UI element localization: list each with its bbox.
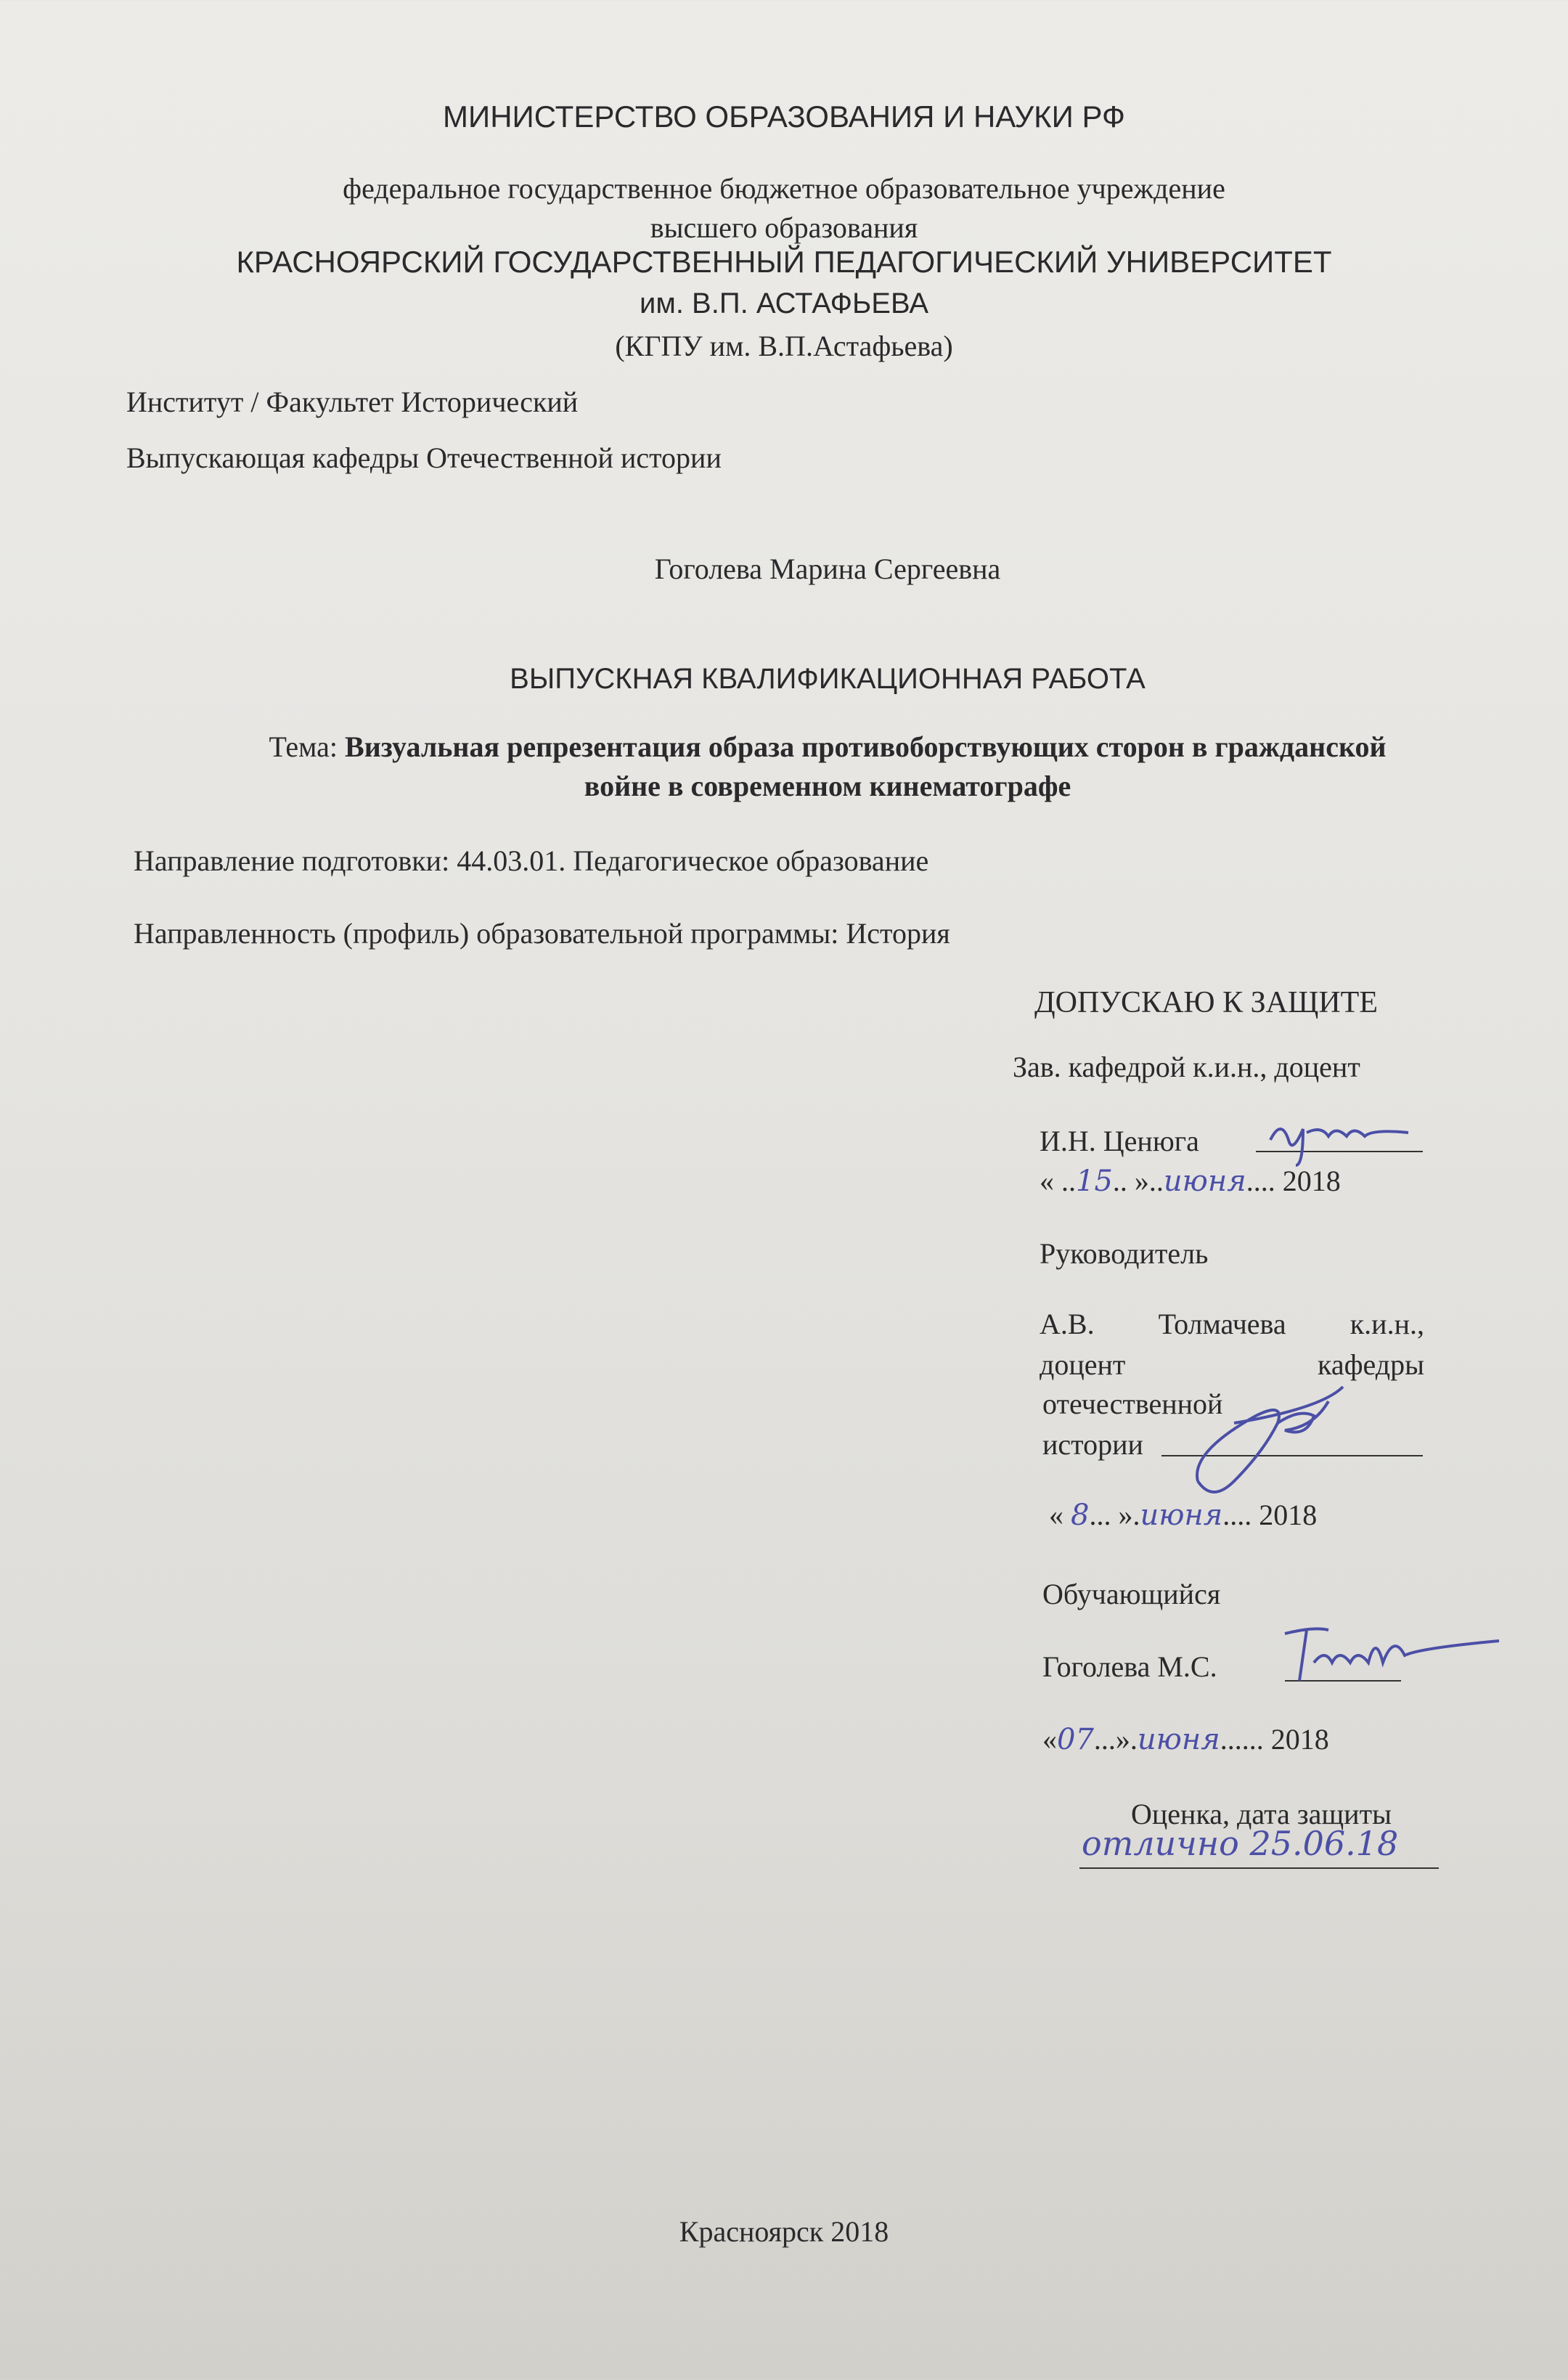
faculty-line: Институт / Факультет Исторический [126, 386, 579, 418]
supervisor-l3: отечественной [1042, 1387, 1223, 1420]
student-signature [1278, 1619, 1510, 1684]
supervisor-label: Руководитель [1040, 1237, 1209, 1270]
supervisor-day-handwritten: 8 [1071, 1499, 1090, 1532]
head-date: « ..15.. »..июня.... 2018 [1040, 1165, 1341, 1198]
direction-line: Направление подготовки: 44.03.01. Педагогическое образование [134, 844, 929, 877]
institution-type-line1: федеральное государственное бюджетное образовательное учреждение [343, 172, 1225, 205]
university-abbreviation: (КГПУ им. В.П.Астафьева) [615, 330, 953, 362]
supervisor-year: 2018 [1259, 1499, 1318, 1531]
student-name: Гоголева М.С. [1042, 1650, 1217, 1683]
approval-title: ДОПУСКАЮ К ЗАЩИТЕ [1034, 986, 1378, 1019]
head-month-handwritten: июня [1163, 1165, 1246, 1198]
supervisor-date: « 8... ».июня.... 2018 [1049, 1499, 1318, 1532]
grade-value-handwritten: отлично 25.06.18 [1082, 1824, 1399, 1863]
grade-line [1079, 1867, 1439, 1869]
university-named-after: им. В.П. АСТАФЬЕВА [639, 288, 929, 319]
student-day-handwritten: 07 [1057, 1723, 1094, 1756]
student-year: 2018 [1270, 1723, 1329, 1756]
topic-line1 [44, 730, 1568, 763]
topic-label: Тема: [269, 730, 346, 763]
ministry-heading: МИНИСТЕРСТВО ОБРАЗОВАНИЯ И НАУКИ РФ [443, 99, 1125, 134]
grade-label: Оценка, дата защиты [1131, 1798, 1392, 1830]
profile-line: Направленность (профиль) образовательной программы: История [134, 917, 950, 950]
student-month-handwritten: июня [1137, 1723, 1220, 1756]
university-name: КРАСНОЯРСКИЙ ГОСУДАРСТВЕННЫЙ ПЕДАГОГИЧЕСКИЙ УНИВЕРСИТЕТ [236, 245, 1332, 279]
head-day-handwritten: 15 [1076, 1165, 1113, 1198]
head-signature [1263, 1111, 1437, 1169]
student-date: «07...».июня...... 2018 [1042, 1723, 1329, 1756]
supervisor-l4: истории [1042, 1428, 1143, 1461]
institution-type-line2: высшего образования [650, 211, 918, 244]
supervisor-signature [1191, 1379, 1394, 1488]
student-label: Обучающийся [1042, 1578, 1221, 1610]
head-role: Зав. кафедрой к.и.н., доцент [1013, 1051, 1360, 1083]
head-name: И.Н. Ценюга [1040, 1125, 1199, 1157]
work-type-heading: ВЫПУСКНАЯ КВАЛИФИКАЦИОННАЯ РАБОТА [510, 663, 1146, 695]
supervisor-month-handwritten: июня [1140, 1499, 1223, 1532]
topic-title-part2: войне в современном кинематографе [584, 770, 1071, 802]
footer-city-year: Красноярск 2018 [679, 2215, 889, 2248]
supervisor-l1: А.В. Толмачева к.и.н., [1040, 1308, 1424, 1340]
author-name: Гоголева Марина Сергеевна [654, 553, 1001, 585]
supervisor-l2: доцент кафедры [1040, 1348, 1424, 1381]
department-line: Выпускающая кафедры Отечественной истории [126, 441, 722, 474]
topic-title-part1: Визуальная репрезентация образа противоборствующих сторон в гражданской [345, 730, 1387, 763]
head-year: 2018 [1282, 1165, 1341, 1197]
